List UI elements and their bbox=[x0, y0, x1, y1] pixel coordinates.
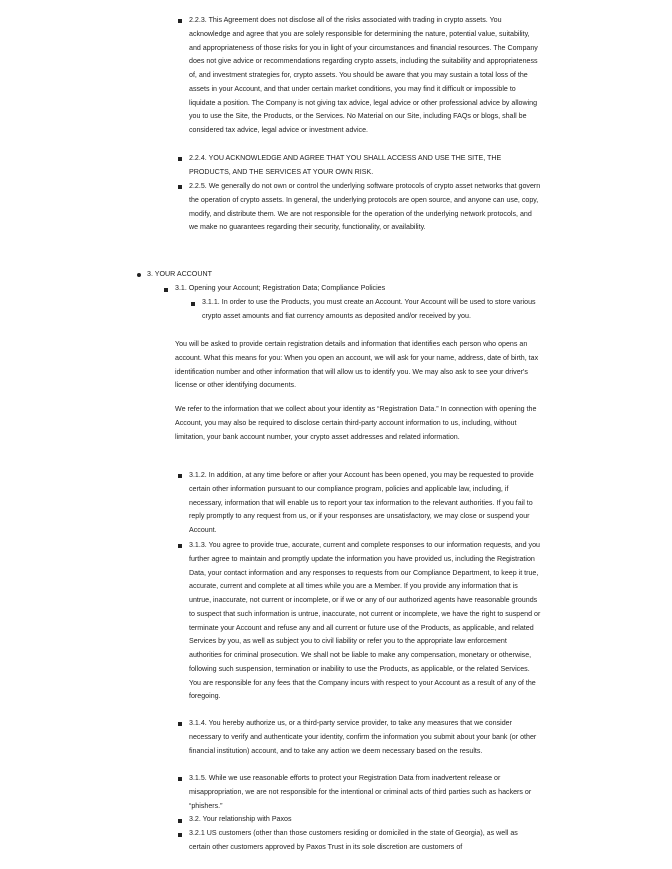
list-bullet bbox=[178, 474, 182, 478]
list-bullet bbox=[137, 273, 141, 277]
clause-2-2-3: 2.2.3. This Agreement does not disclose all of the risks associated with trading in crypto assets. You acknowledge and agree that you are solely responsible for determining the nature, potential value, suitability, and appropriateness of those risks for you in light of your circumstances and financial resources. The Company does not give advice or recommendations regarding crypto assets, including the suitability and appropriateness of, and investment strategies for, crypto assets. You should be aware that you may sustain a total loss of the assets in your Account, and that under certain market conditions, you may find it difficult or impossible to liquidate a position. The Company is not giving tax advice, legal advice or other professional advice by allowing you to use the Site, the Products, or the Services. No Material on our Site, including FAQs or blogs, shall be considered tax advice, legal advice or investment advice. bbox=[189, 16, 538, 134]
list-bullet bbox=[191, 302, 195, 306]
clause-2-2-5: 2.2.5. We generally do not own or control the underlying software protocols of crypto asset networks that govern the operation of crypto assets. In general, the underlying protocols are open source, and anyone can use, copy, modify, and distribute them. We are not responsible for the operation of the underlying network protocols, and we make no guarantees regarding their security, functionality, or availability. bbox=[189, 182, 541, 232]
list-bullet bbox=[178, 833, 182, 837]
list-bullet bbox=[178, 544, 182, 548]
section-heading-3-1: 3.1. Opening your Account; Registration Data; Compliance Policies bbox=[175, 284, 386, 292]
list-bullet bbox=[178, 819, 182, 823]
paragraph-registration-data: We refer to the information that we collect about your identity as “Registration Data.” In connection with opening the Account, you may also be required to disclose certain third-party account information to us, including, without limitation, your bank account number, your crypto asset addresses and related information. bbox=[175, 405, 537, 441]
list-bullet bbox=[164, 288, 168, 292]
list-bullet bbox=[178, 777, 182, 781]
clause-3-2-1: 3.2.1 US customers (other than those customers residing or domiciled in the state of Georgia), as well as certain other customers approved by Paxos Trust in its sole discretion are customers of bbox=[189, 829, 518, 851]
clause-3-1-2: 3.1.2. In addition, at any time before or after your Account has been opened, you may be requested to provide certain other information pursuant to our compliance program, policies and applicable law, including, if necessary, information that will enable us to report your tax information to the relevant authorities. If you fail to reply promptly to any request from us, or if your responses are unsatisfactory, we may close or suspend your Account. bbox=[189, 471, 534, 534]
clause-3-1-1: 3.1.1. In order to use the Products, you must create an Account. Your Account will be used to store various crypto asset amounts and fiat currency amounts as deposited and/or received by you. bbox=[202, 298, 536, 320]
clause-3-1-4: 3.1.4. You hereby authorize us, or a third-party service provider, to take any measures that we consider necessary to verify and authenticate your identity, confirm the information you submit about your bank (or other financial institution) account, and to take any action we deem necessary based on the results. bbox=[189, 719, 537, 755]
clause-3-1-3: 3.1.3. You agree to provide true, accurate, current and complete responses to our information requests, and you further agree to maintain and promptly update the information you have provided us, including the Registration Data, your contact information and any responses to requests from our Compliance Department, to keep it true, accurate, current and complete at all times while you are a Member. If you provide any information that is untrue, inaccurate, not current or incomplete, or if we or any of our authorized agents have reasonable grounds to suspect that such information is untrue, inaccurate, not current or incomplete, we have the right to suspend or terminate your Account and refuse any and all current or future use of the Products, as applicable, and related Services by you, as well as subject you to civil liability or refer you to the appropriate law enforcement authorities for criminal prosecution. We shall not be liable to make any compensation, monetary or otherwise, following such suspension, termination or inability to use the Products, as applicable, or the related Services. You are responsible for any fees that the Company incurs with respect to your Account as a result of any of the foregoing. bbox=[189, 541, 541, 701]
clause-3-1-5: 3.1.5. While we use reasonable efforts to protect your Registration Data from inadvertent release or misappropriation, we are not responsible for the intentional or criminal acts of third parties such as hackers or “phishers.” bbox=[189, 774, 532, 810]
list-bullet bbox=[178, 19, 182, 23]
section-heading-3: 3. YOUR ACCOUNT bbox=[147, 270, 212, 278]
clause-2-2-4: 2.2.4. YOU ACKNOWLEDGE AND AGREE THAT YOU SHALL ACCESS AND USE THE SITE, THE PRODUCTS, AND THE SERVICES AT YOUR OWN RISK. bbox=[189, 154, 502, 176]
list-bullet bbox=[178, 185, 182, 189]
paragraph-registration: You will be asked to provide certain registration details and information that identifies each person who opens an account. What this means for you: When you open an account, we will ask for your name, address, date of birth, tax identification number and other information that will allow us to identify you. We may also ask to see your driver's license or other identifying documents. bbox=[175, 340, 539, 390]
list-bullet bbox=[178, 722, 182, 726]
list-bullet bbox=[178, 157, 182, 161]
section-heading-3-2: 3.2. Your relationship with Paxos bbox=[189, 815, 292, 823]
